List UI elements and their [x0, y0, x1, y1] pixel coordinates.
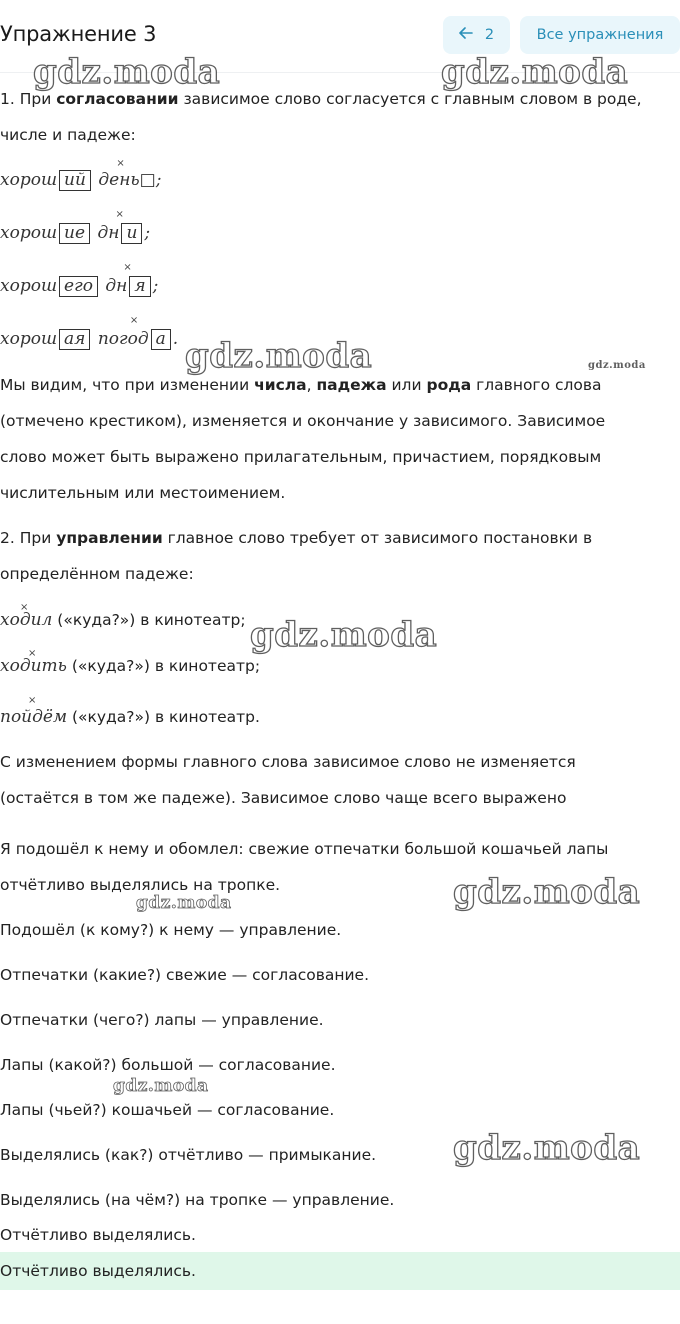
analysis-line: Выделялись (на чём?) на тропке — управление. [0, 1191, 395, 1209]
paragraph-line: числе и падеже: [0, 126, 136, 144]
analysis-line: Выделялись (как?) отчётливо — примыкание. [0, 1146, 377, 1164]
handwritten-example: × ходил («куда?») в кинотеатр; [0, 602, 246, 630]
prev-exercise-button[interactable] [443, 16, 510, 54]
watermark: gdz.moda [113, 1076, 209, 1096]
analysis-line: Отпечатки (какие?) свежие — согласование. [0, 966, 370, 984]
analysis-line: Лапы (какой?) большой — согласование. [0, 1056, 336, 1074]
watermark: gdz.moda [453, 1128, 641, 1168]
cross-mark: × [123, 262, 132, 273]
paragraph-line: 2. При управлении главное слово требует от зависимого постановки в [0, 529, 593, 547]
watermark: gdz.moda [185, 336, 373, 376]
watermark: gdz.moda [250, 615, 438, 655]
analysis-line: Подошёл (к кому?) к нему — управление. [0, 921, 342, 939]
answer-text: Отчётливо выделялись. [0, 1262, 196, 1280]
handwritten-example: хорош ие × дн и ; [0, 209, 151, 243]
handwritten-example: хорош ая × погод а . [0, 315, 179, 349]
prev-exercise-label: 2 [484, 27, 495, 43]
handwritten-example: × ходить («куда?») в кинотеатр; [0, 648, 261, 676]
analysis-line: Лапы (чьей?) кошачьей — согласование. [0, 1101, 335, 1119]
cross-mark: × [28, 648, 37, 659]
paragraph-line: С изменением формы главного слова зависимое слово не изменяется [0, 753, 576, 771]
paragraph-line: (отмечено крестиком), изменяется и окончание у зависимого. Зависимое [0, 412, 606, 430]
paragraph-line: определённом падеже: [0, 565, 194, 583]
paragraph-line: Я подошёл к нему и обомлел: свежие отпечатки большой кошачьей лапы [0, 840, 609, 858]
watermark: gdz.moda [33, 52, 221, 92]
paragraph-line: числительным или местоимением. [0, 484, 286, 502]
all-exercises-button[interactable]: Все упражнения [520, 16, 680, 54]
page-title: Упражнение 3 [0, 22, 157, 46]
arrow-left-icon [459, 27, 473, 43]
handwritten-example: × пойдём («куда?») в кинотеатр. [0, 695, 260, 727]
cross-mark: × [28, 695, 37, 706]
analysis-line: Отчётливо выделялись. [0, 1226, 196, 1244]
paragraph-line: отчётливо выделялись на тропке. [0, 876, 281, 894]
paragraph-line: 1. При согласовании зависимое слово согласуется с главным словом в роде, [0, 90, 642, 108]
paragraph-line: (остаётся в том же падеже). Зависимое слово чаще всего выражено [0, 789, 567, 807]
paragraph-line: Мы видим, что при изменении числа, падежа или рода главного слова [0, 376, 602, 394]
watermark: gdz.moda [136, 893, 232, 913]
watermark: gdz.moda [441, 52, 629, 92]
paragraph-line: слово может быть выражено прилагательным, причастием, порядковым [0, 448, 602, 466]
cross-mark: × [20, 602, 29, 613]
watermark: gdz.moda [453, 872, 641, 912]
watermark: gdz.moda [588, 360, 646, 371]
cross-mark: × [129, 315, 139, 326]
cross-mark: × [116, 158, 125, 169]
handwritten-example: хорош ий × день□; [0, 158, 162, 190]
handwritten-example: хорош его × дн я ; [0, 262, 159, 296]
analysis-line: Отпечатки (чего?) лапы — управление. [0, 1011, 324, 1029]
cross-mark: × [115, 209, 124, 220]
